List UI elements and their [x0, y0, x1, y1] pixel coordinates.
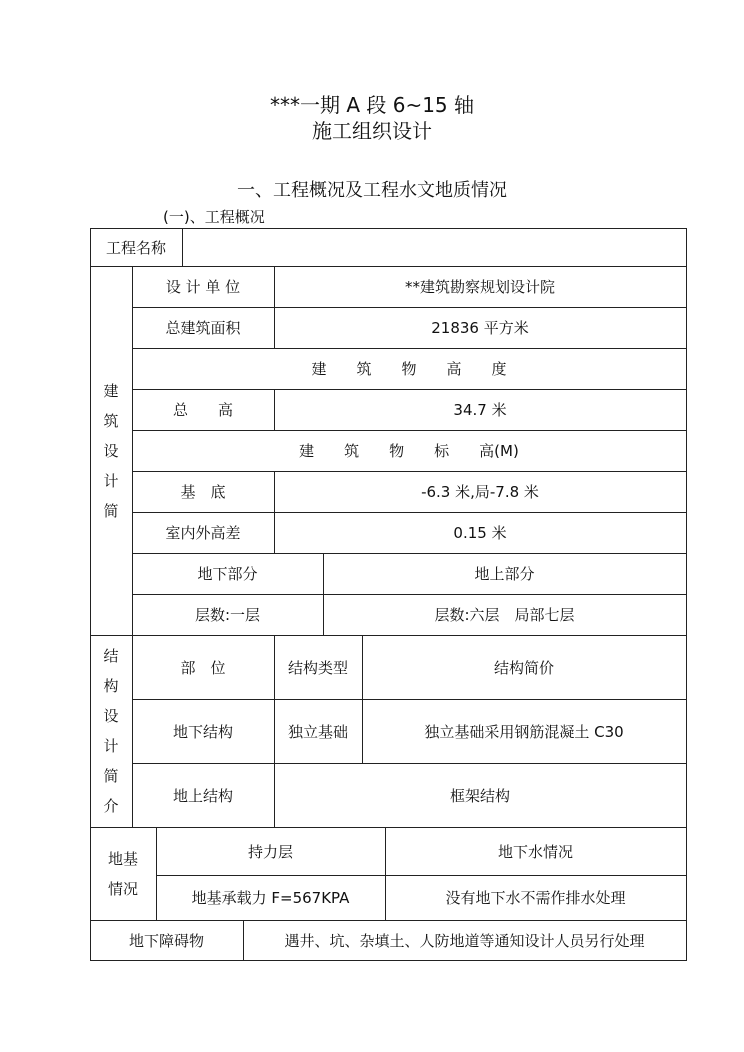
bearing-capacity-value: 地基承载力 F=567KPA [191, 889, 350, 907]
structure-desc-label: 结构简价 [493, 658, 554, 677]
elevation-header: 建 筑 物 标 高(M) [299, 442, 519, 460]
position-label: 部 位 [180, 658, 226, 677]
group-text: 情况 [107, 879, 138, 898]
design-unit-label: 设 计 单 位 [165, 278, 241, 296]
indoor-outdoor-label: 室内外高差 [165, 524, 241, 542]
above-structure-desc: 框架结构 [449, 786, 510, 805]
table-border-bottom [90, 960, 687, 961]
obstacle-label: 地下障碍物 [128, 931, 204, 950]
above-structure-label: 地上结构 [172, 786, 233, 805]
group-char: 设 [103, 707, 119, 725]
group-char: 建 [103, 381, 119, 400]
bearing-layer-label: 持力层 [247, 842, 293, 861]
underground-structure-desc: 独立基础采用钢筋混凝土 C30 [424, 722, 624, 741]
document-subtitle: 施工组织设计 [312, 119, 432, 143]
project-name-value [182, 228, 686, 266]
document-title: ***一期 A 段 6~15 轴 [269, 93, 475, 117]
foundation-group-label [90, 827, 156, 920]
total-height-label: 总 高 [172, 401, 233, 419]
above-ground-floors: 层数:六层 局部七层 [434, 606, 575, 624]
underground-structure-type: 独立基础 [287, 722, 348, 741]
group-char: 筑 [103, 411, 119, 430]
group-text: 地基 [107, 849, 138, 868]
structure-type-label: 结构类型 [287, 658, 348, 677]
underground-structure-label: 地下结构 [172, 722, 233, 741]
subsection-heading: (一)、工程概况 [163, 208, 265, 226]
group-char: 计 [103, 471, 119, 490]
underground-floors: 层数:一层 [194, 606, 261, 624]
project-name-label: 工程名称 [105, 238, 166, 257]
total-height-value: 34.7 米 [453, 401, 507, 419]
base-value: -6.3 米,局-7.8 米 [421, 483, 539, 501]
group-char: 介 [103, 797, 119, 815]
obstacle-value: 遇井、坑、杂填土、人防地道等通知设计人员另行处理 [284, 931, 645, 950]
building-design-group-label [90, 266, 132, 635]
indoor-outdoor-value: 0.15 米 [453, 524, 507, 542]
group-char: 计 [103, 737, 119, 755]
section-heading: 一、工程概况及工程水文地质情况 [237, 180, 507, 201]
groundwater-label: 地下水情况 [497, 842, 573, 861]
structure-design-group-label [90, 635, 132, 827]
group-char: 设 [103, 441, 119, 460]
building-height-header: 建 筑 物 高 度 [311, 360, 507, 378]
design-unit-value: **建筑勘察规划设计院 [404, 278, 555, 296]
group-char: 简 [103, 767, 119, 785]
total-area-value: 21836 平方米 [431, 319, 529, 337]
group-char: 简 [103, 501, 119, 520]
above-ground-part-label: 地上部分 [474, 565, 535, 583]
total-area-label: 总建筑面积 [165, 319, 241, 337]
group-char: 构 [103, 677, 119, 695]
base-label: 基 底 [180, 483, 226, 501]
groundwater-value: 没有地下水不需作排水处理 [445, 889, 626, 907]
group-char: 结 [103, 647, 119, 665]
underground-part-label: 地下部分 [197, 565, 258, 583]
